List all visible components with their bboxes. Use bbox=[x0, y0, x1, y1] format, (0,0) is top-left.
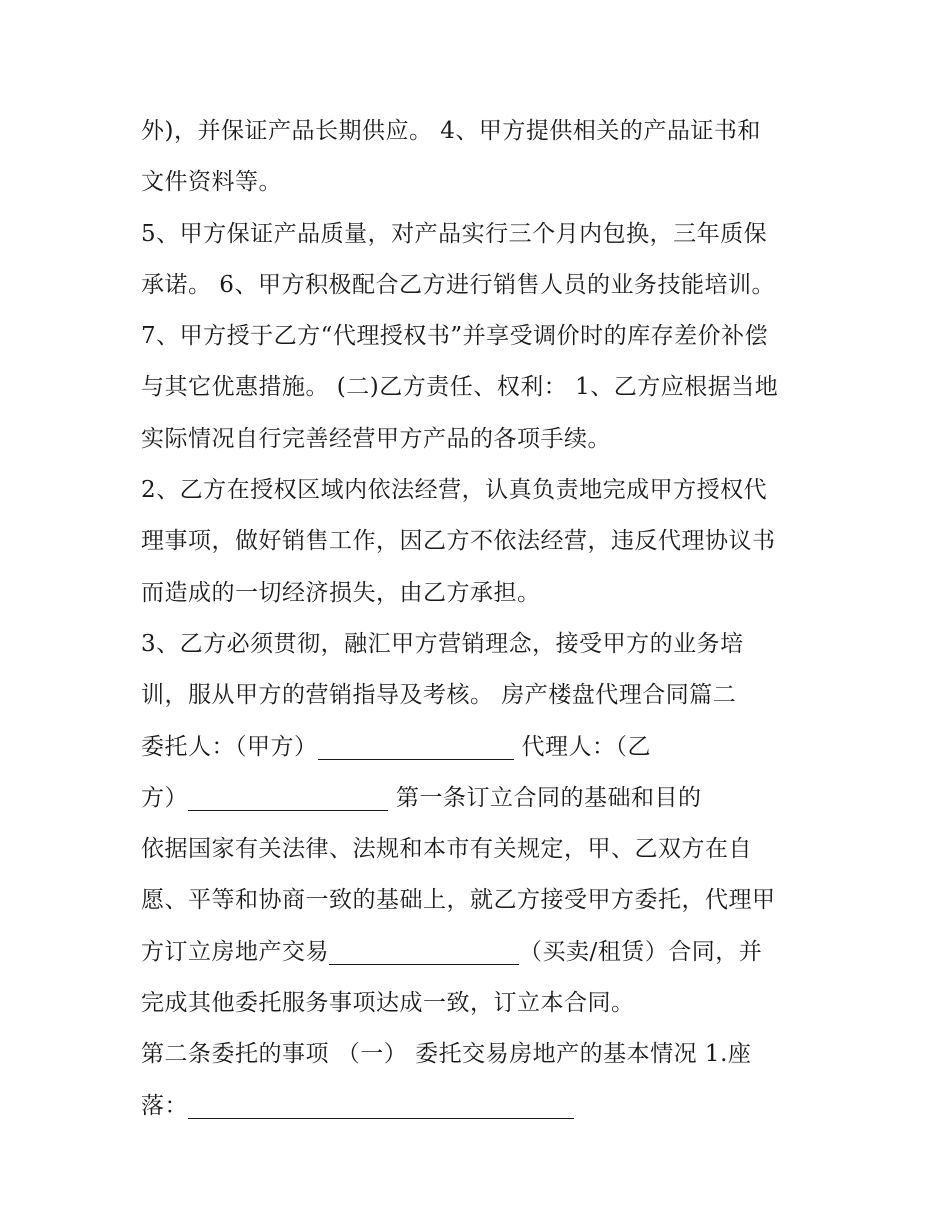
agent-blank bbox=[188, 780, 388, 811]
text-line: 外)，并保证产品长期供应。 4、甲方提供相关的产品证书和 bbox=[141, 118, 761, 144]
text-line: 与其它优惠措施。 (二)乙方责任、权利： 1、乙方应根据当地 bbox=[141, 374, 779, 401]
location-blank bbox=[188, 1088, 574, 1119]
text-line: 理事项，做好销售工作，因乙方不依法经营，违反代理协议书 bbox=[141, 528, 776, 555]
text-line: 愿、平等和协商一致的基础上，就乙方接受甲方委托，代理甲 bbox=[141, 887, 776, 914]
article-one-heading: 第一条订立合同的基础和目的 bbox=[396, 784, 702, 811]
principal-blank bbox=[318, 729, 514, 760]
text-line: 7、甲方授于乙方“代理授权书”并享受调价时的库存差价补偿 bbox=[141, 323, 769, 350]
text-line bbox=[141, 927, 821, 978]
contract-text bbox=[141, 106, 821, 1132]
principal-label: 委托人：（甲方） bbox=[141, 733, 318, 760]
transaction-type: （买卖/租赁）合同，并 bbox=[519, 938, 763, 965]
text-line: 3、乙方必须贯彻，融汇甲方营销理念，接受甲方的业务培 bbox=[141, 630, 744, 657]
text-line: 承诺。 6、甲方积极配合乙方进行销售人员的业务技能培训。 bbox=[141, 271, 775, 298]
text-line: 文件资料等。 bbox=[141, 169, 282, 196]
transaction-label: 方订立房地产交易 bbox=[141, 938, 329, 965]
text-line: 训，服从甲方的营销指导及考核。 房产楼盘代理合同篇二 bbox=[141, 682, 737, 709]
text-line: 而造成的一切经济损失，由乙方承担。 bbox=[141, 579, 541, 606]
text-line: 第二条委托的事项 （一） 委托交易房地产的基本情况 1.座 bbox=[141, 1041, 752, 1068]
text-line: 5、甲方保证产品质量，对产品实行三个月内包换，三年质保 bbox=[141, 220, 768, 247]
agent-label: 代理人：（乙 bbox=[521, 733, 651, 760]
text-line: 依据国家有关法律、法规和本市有关规定，甲、乙双方在自 bbox=[141, 836, 752, 863]
location-label: 落： bbox=[141, 1092, 188, 1119]
text-line bbox=[141, 773, 821, 824]
text-line: 2、乙方在授权区域内依法经营，认真负责地完成甲方授权代 bbox=[141, 477, 768, 504]
text-line: 完成其他委托服务事项达成一致，订立本合同。 bbox=[141, 990, 635, 1017]
transaction-blank bbox=[329, 934, 519, 965]
agent-label-cont: 方） bbox=[141, 784, 188, 811]
text-line: 实际情况自行完善经营甲方产品的各项手续。 bbox=[141, 425, 611, 452]
text-line bbox=[141, 1081, 821, 1132]
text-line bbox=[141, 722, 821, 773]
